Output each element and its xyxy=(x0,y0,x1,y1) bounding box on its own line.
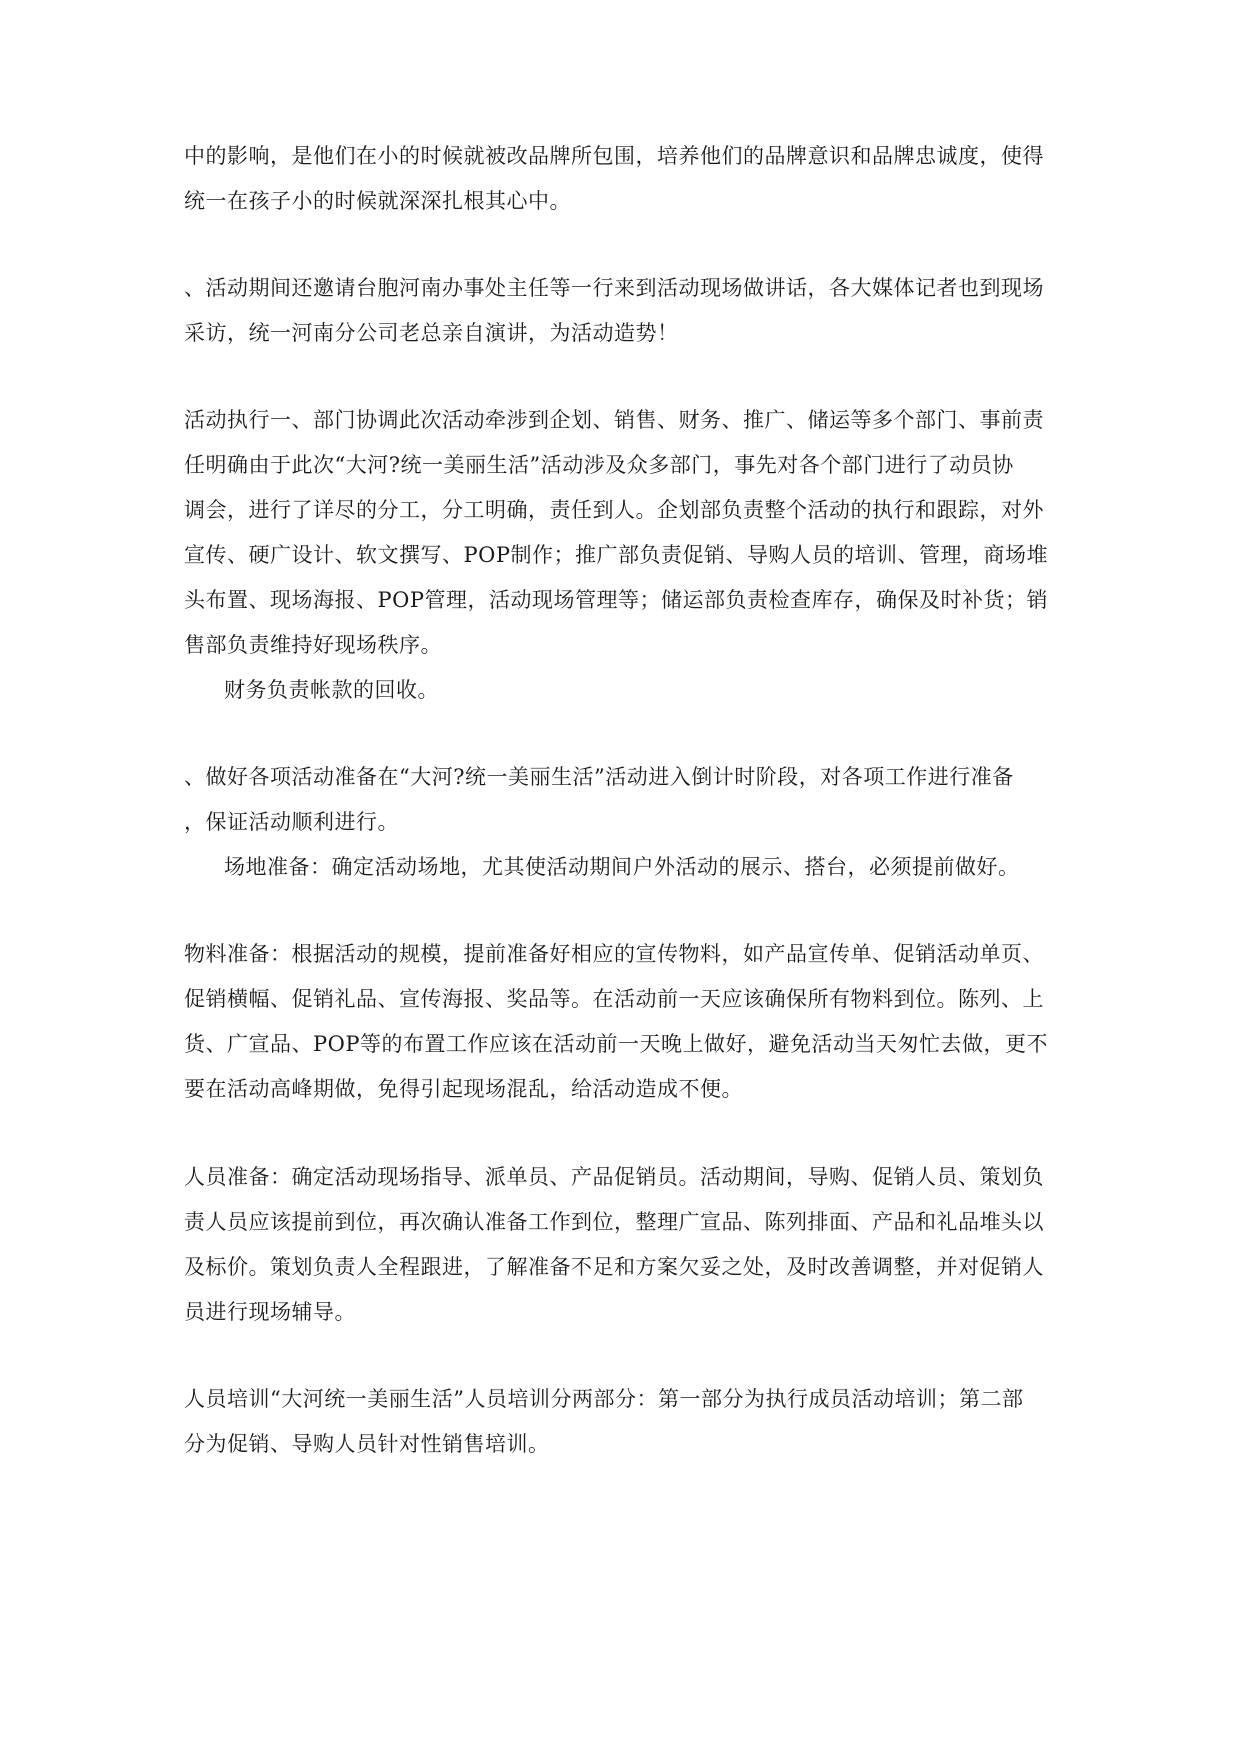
text-line: 售部负责维持好现场秩序。 xyxy=(184,633,442,657)
text-line: 货、广宣品、POP等的布置工作应该在活动前一天晚上做好，避免活动当天匆忙去做，更不 xyxy=(184,1032,1048,1056)
text-line: 任明确由于此次“大河?统一美丽生活”活动涉及众多部门，事先对各个部门进行了动员协 xyxy=(184,453,1014,477)
text-line: 责人员应该提前到位，再次确认准备工作到位，整理广宣品、陈列排面、产品和礼品堆头以 xyxy=(184,1210,1044,1234)
text-line: 财务负责帐款的回收。 xyxy=(224,678,439,702)
text-line: ，保证活动顺利进行。 xyxy=(184,810,399,834)
text-line: 、活动期间还邀请台胞河南办事处主任等一行来到活动现场做讲话，各大媒体记者也到现场 xyxy=(184,276,1044,300)
text-line: 宣传、硬广设计、软文撰写、POP制作；推广部负责促销、导购人员的培训、管理，商场堆 xyxy=(184,543,1048,567)
text-line: 、做好各项活动准备在“大河?统一美丽生活”活动进入倒计时阶段，对各项工作进行准备 xyxy=(184,765,1014,789)
text-line: 中的影响，是他们在小的时候就被改品牌所包围，培养他们的品牌意识和品牌忠诚度，使得 xyxy=(184,144,1044,168)
text-line: 采访，统一河南分公司老总亲自演讲，为活动造势！ xyxy=(184,321,679,345)
text-line: 物料准备：根据活动的规模，提前准备好相应的宣传物料，如产品宣传单、促销活动单页、 xyxy=(184,942,1044,966)
text-line: 活动执行一、部门协调此次活动牵涉到企划、销售、财务、推广、储运等多个部门、事前责 xyxy=(184,408,1044,432)
text-line: 分为促销、导购人员针对性销售培训。 xyxy=(184,1432,550,1456)
text-line: 调会，进行了详尽的分工，分工明确，责任到人。企划部负责整个活动的执行和跟踪，对外 xyxy=(184,498,1044,522)
text-line: 人员培训“大河统一美丽生活”人员培训分两部分：第一部分为执行成员活动培训；第二部 xyxy=(184,1387,1024,1411)
text-line: 要在活动高峰期做，免得引起现场混乱，给活动造成不便。 xyxy=(184,1077,743,1101)
text-line: 人员准备：确定活动现场指导、派单员、产品促销员。活动期间，导购、促销人员、策划负 xyxy=(184,1165,1044,1189)
text-line: 场地准备：确定活动场地，尤其使活动期间户外活动的展示、搭台，必须提前做好。 xyxy=(224,855,1020,879)
text-line: 头布置、现场海报、POP管理，活动现场管理等；储运部负责检查库存，确保及时补货；销 xyxy=(184,588,1048,612)
text-line: 及标价。策划负责人全程跟进，了解准备不足和方案欠妥之处，及时改善调整，并对促销人 xyxy=(184,1255,1044,1279)
text-line: 统一在孩子小的时候就深深扎根其心中。 xyxy=(184,189,571,213)
text-line: 促销横幅、促销礼品、宣传海报、奖品等。在活动前一天应该确保所有物料到位。陈列、上 xyxy=(184,987,1044,1011)
text-line: 员进行现场辅导。 xyxy=(184,1300,356,1324)
